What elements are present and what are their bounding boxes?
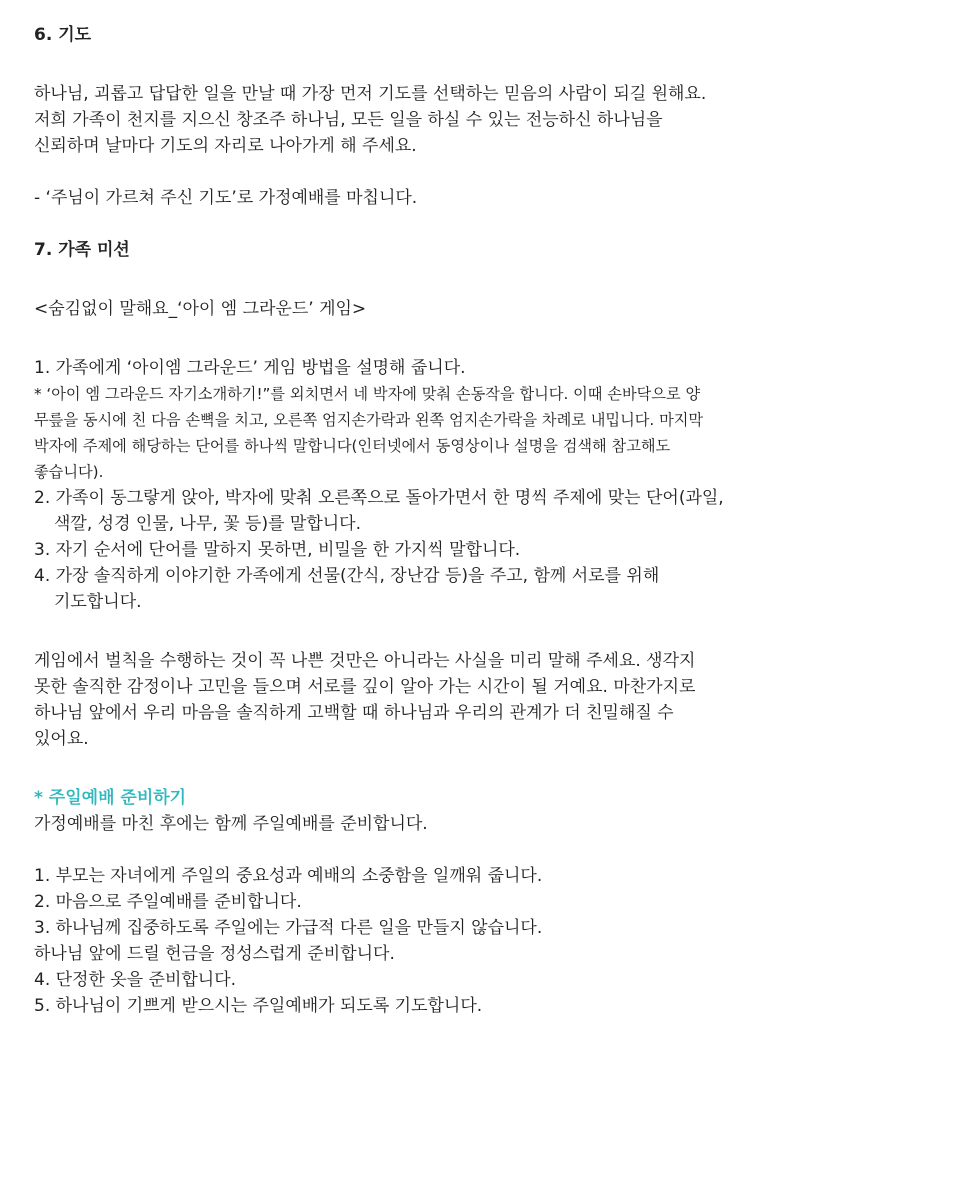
sunday-heading: * 주일예배 준비하기	[34, 788, 187, 808]
document-page	[34, 22, 944, 1019]
sunday-intro: 가정예배를 마친 후에는 함께 주일예배를 준비합니다.	[34, 814, 428, 834]
sunday-item-4: 4. 단정한 옷을 준비합니다.	[34, 970, 237, 990]
prayer-line-2: 저희 가족이 천지를 지으신 창조주 하나님, 모든 일을 하실 수 있는 전능하신 하나님을	[34, 110, 663, 130]
mission-note-line-1: * ‘아이 엠 그라운드 자기소개하기!”를 외치면서 네 박자에 맞춰 손동작을 합니다. 이때 손바닥으로 양	[34, 385, 701, 403]
mission-step-4-line-1: 4. 가장 솔직하게 이야기한 가족에게 선물(간식, 장난감 등)을 주고, 함께 서로를 위해	[34, 566, 660, 586]
prayer-line-1: 하나님, 괴롭고 답답한 일을 만날 때 가장 먼저 기도를 선택하는 믿음의 사람이 되길 원해요.	[34, 84, 707, 104]
game-title: <숨김없이 말해요_‘아이 엠 그라운드’ 게임>	[34, 299, 367, 319]
mission-note-line-4: 좋습니다).	[34, 463, 104, 481]
mission-closing-line-3: 하나님 앞에서 우리 마음을 솔직하게 고백할 때 하나님과 우리의 관계가 더 친밀해질 수	[34, 703, 674, 723]
mission-step-2-line-2: 색깔, 성경 인물, 나무, 꽃 등)를 말합니다.	[54, 514, 361, 534]
mission-step-3: 3. 자기 순서에 단어를 말하지 못하면, 비밀을 한 가지씩 말합니다.	[34, 540, 521, 560]
mission-step-1: 1. 가족에게 ‘아이엠 그라운드’ 게임 방법을 설명해 줍니다.	[34, 358, 466, 378]
mission-closing-line-1: 게임에서 벌칙을 수행하는 것이 꼭 나쁜 것만은 아니라는 사실을 미리 말해 주세요. 생각지	[34, 651, 696, 671]
mission-note-line-2: 무릎을 동시에 친 다음 손뼉을 치고, 오른쪽 엄지손가락과 왼쪽 엄지손가락을 차례로 내밉니다. 마지막	[34, 411, 704, 429]
prayer-heading: 6. 기도	[34, 25, 92, 45]
mission-step-4-line-2: 기도합니다.	[54, 592, 142, 612]
sunday-item-5: 5. 하나님이 기쁘게 받으시는 주일예배가 되도록 기도합니다.	[34, 996, 483, 1016]
mission-step-2-line-1: 2. 가족이 동그랗게 앉아, 박자에 맞춰 오른쪽으로 돌아가면서 한 명씩 주제에 맞는 단어(과일,	[34, 488, 724, 508]
sunday-item-3: 3. 하나님께 집중하도록 주일에는 가급적 다른 일을 만들지 않습니다.	[34, 918, 543, 938]
prayer-line-3: 신뢰하며 날마다 기도의 자리로 나아가게 해 주세요.	[34, 136, 417, 156]
sunday-item-1: 1. 부모는 자녀에게 주일의 중요성과 예배의 소중함을 일깨워 줍니다.	[34, 866, 543, 886]
sunday-item-3-continued: 하나님 앞에 드릴 헌금을 정성스럽게 준비합니다.	[34, 944, 395, 964]
mission-closing-line-4: 있어요.	[34, 729, 89, 749]
sunday-item-2: 2. 마음으로 주일예배를 준비합니다.	[34, 892, 302, 912]
mission-heading: 7. 가족 미션	[34, 240, 130, 260]
mission-closing-line-2: 못한 솔직한 감정이나 고민을 들으며 서로를 깊이 알아 가는 시간이 될 거예요. 마찬가지로	[34, 677, 696, 697]
mission-note-line-3: 박자에 주제에 해당하는 단어를 하나씩 말합니다(인터넷에서 동영상이나 설명을 검색해 참고해도	[34, 437, 671, 455]
prayer-closing: - ‘주님이 가르쳐 주신 기도’로 가정예배를 마칩니다.	[34, 188, 418, 208]
